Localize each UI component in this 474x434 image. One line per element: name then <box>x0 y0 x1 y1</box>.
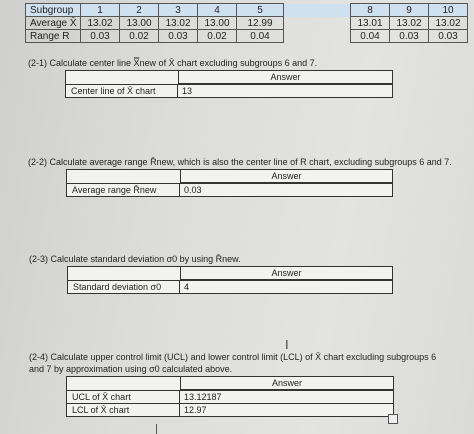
table-row <box>26 17 468 30</box>
table-cell: 13.02 <box>159 17 198 30</box>
subgroup-number: 8 <box>351 4 390 17</box>
table-cell: 13.02 <box>81 17 120 30</box>
table-cell: 0.04 <box>351 30 390 43</box>
table-cell: 0.02 <box>198 30 237 43</box>
subgroup-number: 10 <box>429 4 468 17</box>
table-gap <box>284 30 351 43</box>
table-cell: 0.02 <box>120 30 159 43</box>
answer-label: Standard deviation σ0 <box>68 281 180 293</box>
table-header-row <box>26 4 468 17</box>
subgroup-table <box>25 3 468 43</box>
answer-box-2-3 <box>67 266 393 294</box>
subgroup-number: 3 <box>159 4 198 17</box>
question-2-2: (2-2) Calculate average range R̄new, which is also the center line of R chart, excluding subgroups 6 and 7. <box>28 157 452 167</box>
table-cell: 12.99 <box>237 17 284 30</box>
subgroup-number: 4 <box>198 4 237 17</box>
table-cell: 0.03 <box>81 30 120 43</box>
resize-handle[interactable] <box>388 414 398 424</box>
answer-header: Answer <box>180 170 392 183</box>
divider-line <box>156 424 157 434</box>
table-cell: 13.01 <box>351 17 390 30</box>
table-gap <box>284 17 351 30</box>
answer-value-field[interactable]: 13 <box>182 86 193 96</box>
table-cell: 13.02 <box>429 17 468 30</box>
table-cell: 13.02 <box>390 17 429 30</box>
table-cell: 13.00 <box>120 17 159 30</box>
table-cell: 0.03 <box>159 30 198 43</box>
answer-label: Center line of X̄ chart <box>66 85 178 97</box>
question-2-4-line2: and 7 by approximation using σ0 calculated above. <box>29 364 233 374</box>
question-2-1: (2-1) Calculate center line X̿new of X̄ chart excluding subgroups 6 and 7. <box>28 58 318 68</box>
answer-label: Average range R̄new <box>67 184 180 196</box>
table-gap <box>284 4 351 17</box>
answer-row <box>66 84 392 97</box>
answer-header: Answer <box>180 267 392 280</box>
header-subgroup-label: Subgroup <box>26 4 81 17</box>
answer-row <box>67 403 393 416</box>
answer-header: Answer <box>178 71 392 84</box>
answer-box-2-1 <box>65 70 393 98</box>
answer-label: UCL of X̄ chart <box>67 391 180 403</box>
answer-header: Answer <box>180 377 393 390</box>
question-2-4-line1: (2-4) Calculate upper control limit (UCL) and lower control limit (LCL) of X̄ chart excluding subgroups 6 <box>29 352 437 362</box>
subgroup-number: 5 <box>237 4 284 17</box>
answer-box-2-2 <box>66 169 393 197</box>
answer-value-field[interactable]: 4 <box>184 282 190 292</box>
table-cell: 13.00 <box>198 17 237 30</box>
row-label: Range R <box>26 30 81 43</box>
question-2-3: (2-3) Calculate standard deviation σ0 by using R̄new. <box>29 254 241 264</box>
table-cell: 0.03 <box>429 30 468 43</box>
answer-row <box>68 280 392 293</box>
subgroup-number: 2 <box>120 4 159 17</box>
text-cursor-icon: I <box>285 337 289 352</box>
answer-row <box>67 390 393 403</box>
answer-box-2-4 <box>66 376 394 417</box>
answer-value-field[interactable]: 12.97 <box>184 405 207 415</box>
table-cell: 0.04 <box>237 30 284 43</box>
table-cell: 0.03 <box>390 30 429 43</box>
answer-row <box>67 183 392 196</box>
row-label: Average X̄ <box>26 17 81 30</box>
subgroup-number: 1 <box>81 4 120 17</box>
table-row <box>26 30 468 43</box>
answer-value-field[interactable]: 13.12187 <box>184 392 222 402</box>
answer-value-field[interactable]: 0.03 <box>184 185 202 195</box>
answer-label: LCL of X̄ chart <box>67 404 180 416</box>
subgroup-number: 9 <box>390 4 429 17</box>
